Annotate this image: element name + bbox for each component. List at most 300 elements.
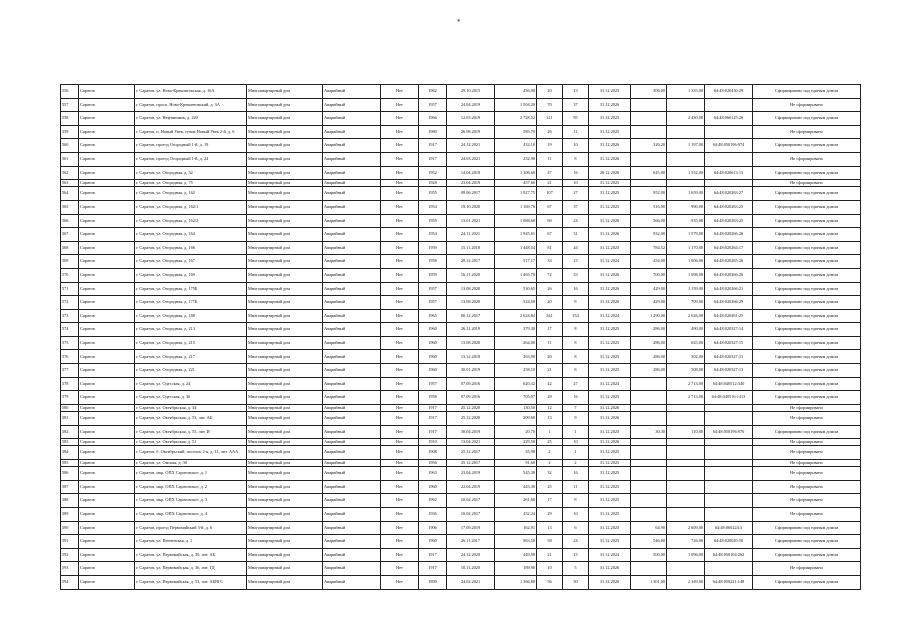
planned-date-cell: 31.12.2025 [589, 460, 631, 467]
plot-status-cell: Сформировано под единым домом [753, 391, 861, 405]
status-cell: Аварийный [323, 268, 381, 282]
flag-cell: Нет [381, 377, 419, 391]
residents-cell: 29 [537, 391, 563, 405]
address-cell: г. Саратов, мкр. ОПХ Саратовское, д. 2 [135, 480, 247, 494]
recognition-date-cell: 23.04.2019 [447, 180, 495, 187]
cadastral-number-cell: 64:48:020327:13 [705, 350, 753, 364]
row-number: 558 [61, 112, 79, 126]
city-cell: Саратов [79, 268, 135, 282]
plot-status-cell: Не сформировано [753, 180, 861, 187]
row-number: 580 [61, 404, 79, 411]
city-cell: Саратов [79, 391, 135, 405]
address-cell: г. Саратов, ул. Первомайская, д. 30, лит. АБ [135, 548, 247, 562]
residents-cell: 42 [537, 377, 563, 391]
residents-cell: 17 [537, 323, 563, 337]
land-area-cell: 500,00 [631, 548, 667, 562]
land-area-cell: 286,00 [631, 350, 667, 364]
row-number: 564 [61, 187, 79, 201]
city-cell: Саратов [79, 241, 135, 255]
row-number: 557 [61, 98, 79, 112]
plot-area-cell [667, 494, 705, 508]
address-cell: г. Саратов, проезд Первомайский 3-й, д. 6 [135, 521, 247, 535]
cadastral-number-cell: 64:48:050196:976 [705, 425, 753, 439]
recognition-date-cell: 07.09.2016 [447, 377, 495, 391]
planned-date-cell: 31.12.2025 [589, 494, 631, 508]
planned-date-cell: 31.12.2026 [589, 214, 631, 228]
recognition-date-cell: 13.08.2020 [447, 336, 495, 350]
plot-area-cell: 490,00 [667, 323, 705, 337]
row-number: 556 [61, 85, 79, 99]
table-row [61, 228, 861, 242]
table-row [61, 521, 861, 535]
row-number: 569 [61, 255, 79, 269]
cadastral-number-cell [705, 446, 753, 460]
plot-area-cell: 1 335,00 [667, 85, 705, 99]
plot-area-cell [667, 460, 705, 467]
building-type-cell: Многоквартирный дом [247, 323, 323, 337]
residents-cell: 67 [537, 200, 563, 214]
status-cell: Аварийный [323, 152, 381, 166]
status-cell: Аварийный [323, 214, 381, 228]
plot-area-cell: 1 096,00 [667, 548, 705, 562]
city-cell: Саратов [79, 575, 135, 589]
year-cell: 1959 [419, 268, 447, 282]
residents-cell: 1 [537, 425, 563, 439]
building-type-cell: Многоквартирный дом [247, 507, 323, 521]
apartments-cell: 8 [563, 296, 589, 310]
area-cell: 963,50 [495, 535, 537, 549]
building-type-cell: Многоквартирный дом [247, 467, 323, 481]
apartments-cell: 37 [563, 200, 589, 214]
status-cell: Аварийный [323, 404, 381, 411]
planned-date-cell: 31.12.2025 [589, 323, 631, 337]
table-row [61, 425, 861, 439]
status-cell: Аварийный [323, 575, 381, 589]
plot-area-cell [667, 446, 705, 460]
plot-status-cell: Сформировано под единым домом [753, 200, 861, 214]
plot-area-cell: 2 609,00 [667, 521, 705, 535]
residents-cell: 47 [537, 166, 563, 180]
building-type-cell: Многоквартирный дом [247, 460, 323, 467]
land-area-cell: 30,30 [631, 425, 667, 439]
address-cell: г. Саратов, ул. Одесская, д. 36 [135, 391, 247, 405]
building-type-cell: Многоквартирный дом [247, 228, 323, 242]
row-number: 584 [61, 446, 79, 460]
plot-status-cell: Не сформировано [753, 152, 861, 166]
year-cell: 1960 [419, 364, 447, 378]
city-cell: Саратов [79, 187, 135, 201]
flag-cell: Нет [381, 480, 419, 494]
area-cell: 530,65 [495, 282, 537, 296]
recognition-date-cell: 30.04.2019 [447, 425, 495, 439]
apartments-cell: 16 [563, 391, 589, 405]
cadastral-number-cell: 64:48:050196:974 [705, 139, 753, 153]
recognition-date-cell: 23.04.2019 [447, 467, 495, 481]
city-cell: Саратов [79, 180, 135, 187]
status-cell: Аварийный [323, 112, 381, 126]
land-area-cell: 286,00 [631, 323, 667, 337]
land-area-cell: 952,00 [631, 187, 667, 201]
building-type-cell: Многоквартирный дом [247, 180, 323, 187]
plot-status-cell: Сформировано под единым домом [753, 214, 861, 228]
planned-date-cell: 31.12.2025 [589, 180, 631, 187]
flag-cell: Нет [381, 548, 419, 562]
planned-date-cell: 31.12.2024 [589, 309, 631, 323]
address-cell: г. Саратов, ул. Октябрьская, д. 55, лит. И [135, 425, 247, 439]
cadastral-number-cell [705, 480, 753, 494]
area-cell: 229,50 [495, 439, 537, 446]
status-cell: Аварийный [323, 228, 381, 242]
cadastral-number-cell [705, 125, 753, 139]
area-cell: 189,90 [495, 562, 537, 576]
apartments-cell: 27 [563, 187, 589, 201]
area-cell: 1 448,54 [495, 241, 537, 255]
address-cell: г. Саратов, мкр. ОПХ Саратовское, д. 4 [135, 507, 247, 521]
building-type-cell: Многоквартирный дом [247, 309, 323, 323]
flag-cell: Нет [381, 180, 419, 187]
residents-cell: 25 [537, 480, 563, 494]
status-cell: Аварийный [323, 200, 381, 214]
table-row [61, 214, 861, 228]
status-cell: Аварийный [323, 467, 381, 481]
status-cell: Аварийный [323, 507, 381, 521]
cadastral-number-cell [705, 180, 753, 187]
year-cell: 1960 [419, 336, 447, 350]
flag-cell: Нет [381, 439, 419, 446]
apartments-cell: 15 [563, 548, 589, 562]
address-cell: г. Саратов, ул. Огородная, д. 177Б [135, 296, 247, 310]
area-cell: 1 927,75 [495, 187, 537, 201]
building-type-cell: Многоквартирный дом [247, 282, 323, 296]
land-area-cell [631, 467, 667, 481]
cadastral-number-cell: 64:48:020266:26 [705, 268, 753, 282]
table-row [61, 336, 861, 350]
city-cell: Саратов [79, 125, 135, 139]
plot-area-cell [667, 412, 705, 426]
plot-area-cell: 1 006,00 [667, 255, 705, 269]
land-area-cell [631, 125, 667, 139]
area-cell: 264,00 [495, 336, 537, 350]
recognition-date-cell: 17.09.2019 [447, 521, 495, 535]
year-cell: 1957 [419, 98, 447, 112]
year-cell: 1958 [419, 255, 447, 269]
recognition-date-cell: 13.01.2021 [447, 214, 495, 228]
recognition-date-cell: 29.10.2015 [447, 85, 495, 99]
residents-cell: 21 [537, 548, 563, 562]
planned-date-cell: 31.12.2025 [589, 187, 631, 201]
apartments-cell: 10 [563, 180, 589, 187]
recognition-date-cell: 10.11.2020 [447, 562, 495, 576]
planned-date-cell: 31.12.2026 [589, 282, 631, 296]
cadastral-number-cell: 64:48:020613:13 [705, 166, 753, 180]
year-cell: 1957 [419, 282, 447, 296]
address-cell: г. Саратов, ул. Ново-Крекинговская, д. 16А [135, 85, 247, 99]
plot-status-cell: Сформировано под единым домом [753, 548, 861, 562]
plot-area-cell [667, 480, 705, 494]
recognition-date-cell: 25.12.2020 [447, 412, 495, 426]
building-type-cell: Многоквартирный дом [247, 439, 323, 446]
flag-cell: Нет [381, 391, 419, 405]
cadastral-number-cell: 64:48:020263:25 [705, 200, 753, 214]
apartments-cell: 5 [563, 562, 589, 576]
flag-cell: Нет [381, 494, 419, 508]
address-cell: г. Саратов, ул. Огородная, д. 217 [135, 350, 247, 364]
residents-cell: 21 [537, 180, 563, 187]
status-cell: Аварийный [323, 391, 381, 405]
table-row [61, 467, 861, 481]
plot-status-cell: Сформировано под единым домом [753, 575, 861, 589]
cadastral-number-cell: 64:48:040516:1413 [705, 391, 753, 405]
flag-cell: Нет [381, 152, 419, 166]
flag-cell: Нет [381, 425, 419, 439]
address-cell: г. Саратов, ул. Октябрьская, д. 53, лит. АБ [135, 412, 247, 426]
city-cell: Саратов [79, 480, 135, 494]
plot-area-cell [667, 467, 705, 481]
apartments-cell: 7 [563, 404, 589, 411]
year-cell: 1962 [419, 85, 447, 99]
planned-date-cell: 31.12.2026 [589, 268, 631, 282]
building-type-cell: Многоквартирный дом [247, 125, 323, 139]
table-row [61, 446, 861, 460]
cadastral-number-cell: 64:48:050104:262 [705, 548, 753, 562]
area-cell: 524,50 [495, 296, 537, 310]
residents-cell: 26 [537, 282, 563, 296]
row-number: 565 [61, 200, 79, 214]
flag-cell: Нет [381, 562, 419, 576]
year-cell: 1908 [419, 446, 447, 460]
flag-cell: Нет [381, 241, 419, 255]
apartments-cell: 6 [563, 521, 589, 535]
apartments-cell: 8 [563, 323, 589, 337]
year-cell: 1952 [419, 166, 447, 180]
year-cell: 1917 [419, 425, 447, 439]
table-row [61, 98, 861, 112]
city-cell: Саратов [79, 255, 135, 269]
row-number: 568 [61, 241, 79, 255]
cadastral-number-cell: 64:48:060224:3 [705, 521, 753, 535]
apartments-cell: 8 [563, 350, 589, 364]
land-area-cell [631, 507, 667, 521]
flag-cell: Нет [381, 309, 419, 323]
planned-date-cell: 31.12.2024 [589, 548, 631, 562]
land-area-cell: 645,00 [631, 166, 667, 180]
row-number: 561 [61, 152, 79, 166]
plot-status-cell: Сформировано под единым домом [753, 241, 861, 255]
flag-cell: Нет [381, 282, 419, 296]
building-type-cell: Многоквартирный дом [247, 98, 323, 112]
land-area-cell: 286,00 [631, 336, 667, 350]
area-cell: 436,90 [495, 85, 537, 99]
status-cell: Аварийный [323, 85, 381, 99]
plot-area-cell: 2 713,00 [667, 377, 705, 391]
plot-area-cell [667, 125, 705, 139]
table-row [61, 85, 861, 99]
plot-status-cell: Не сформировано [753, 439, 861, 446]
cadastral-number-cell [705, 98, 753, 112]
table-row [61, 548, 861, 562]
year-cell: 1890 [419, 575, 447, 589]
flag-cell: Нет [381, 535, 419, 549]
planned-date-cell: 28.12.2026 [589, 166, 631, 180]
table-row [61, 125, 861, 139]
recognition-date-cell: 25.12.2017 [447, 460, 495, 467]
land-area-cell: 700,00 [631, 268, 667, 282]
apartments-cell: 15 [563, 255, 589, 269]
status-cell: Аварийный [323, 460, 381, 467]
plot-status-cell: Не сформировано [753, 446, 861, 460]
flag-cell: Нет [381, 575, 419, 589]
planned-date-cell: 31.12.2025 [589, 521, 631, 535]
recognition-date-cell: 28.12.2017 [447, 255, 495, 269]
apartments-cell: 8 [563, 494, 589, 508]
building-type-cell: Многоквартирный дом [247, 494, 323, 508]
residents-cell: 67 [537, 228, 563, 242]
table-row [61, 460, 861, 467]
address-cell: г. Саратов, ул. Огородная, д. 167 [135, 255, 247, 269]
plot-status-cell: Не сформировано [753, 494, 861, 508]
apartments-cell: 16 [563, 166, 589, 180]
cadastral-number-cell [705, 562, 753, 576]
plot-area-cell [667, 404, 705, 411]
address-cell: г. Саратов, ул. Огородная, д. 175Б [135, 282, 247, 296]
cadastral-number-cell [705, 507, 753, 521]
residents-cell: 25 [537, 439, 563, 446]
cadastral-number-cell: 64:48:020327:13 [705, 364, 753, 378]
cadastral-number-cell: 64:48:060125:26 [705, 112, 753, 126]
residents-cell: 13 [537, 412, 563, 426]
plot-status-cell: Сформировано под единым домом [753, 139, 861, 153]
year-cell: 1965 [419, 309, 447, 323]
area-cell: 432,24 [495, 507, 537, 521]
row-number: 593 [61, 562, 79, 576]
building-type-cell: Многоквартирный дом [247, 377, 323, 391]
year-cell: 1917 [419, 412, 447, 426]
recognition-date-cell: 24.03.2021 [447, 152, 495, 166]
apartments-cell: 2 [563, 460, 589, 467]
cadastral-number-cell: 64:48:020263:27 [705, 187, 753, 201]
apartments-cell: 27 [563, 377, 589, 391]
land-area-cell: 429,00 [631, 296, 667, 310]
plot-area-cell: 1 170,00 [667, 241, 705, 255]
row-number: 579 [61, 391, 79, 405]
planned-date-cell: 31.12.2026 [589, 98, 631, 112]
residents-cell: 211 [537, 112, 563, 126]
planned-date-cell: 31.12.2026 [589, 575, 631, 589]
building-type-cell: Многоквартирный дом [247, 214, 323, 228]
area-cell: 1 088,60 [495, 214, 537, 228]
status-cell: Аварийный [323, 425, 381, 439]
cadastral-number-cell [705, 412, 753, 426]
plot-status-cell: Сформировано под единым домом [753, 228, 861, 242]
apartments-cell: 37 [563, 98, 589, 112]
row-number: 590 [61, 521, 79, 535]
address-cell: г. Саратов, ул. Октябрьская, д. 34 [135, 404, 247, 411]
recognition-date-cell: 13.04.2021 [447, 439, 495, 446]
year-cell: 1959 [419, 241, 447, 255]
plot-status-cell: Не сформировано [753, 404, 861, 411]
residents-cell: 20 [537, 296, 563, 310]
row-number: 571 [61, 282, 79, 296]
city-cell: Саратов [79, 323, 135, 337]
status-cell: Аварийный [323, 439, 381, 446]
flag-cell: Нет [381, 364, 419, 378]
row-number: 570 [61, 268, 79, 282]
city-cell: Саратов [79, 139, 135, 153]
table-row [61, 296, 861, 310]
area-cell: 443,30 [495, 480, 537, 494]
address-cell: г. Саратов, ул. Одесская, д. 24 [135, 377, 247, 391]
apartments-cell: 8 [563, 152, 589, 166]
recognition-date-cell: 30.01.2019 [447, 364, 495, 378]
plot-status-cell: Не сформировано [753, 480, 861, 494]
plot-status-cell: Сформировано под единым домом [753, 187, 861, 201]
plot-status-cell: Сформировано под единым домом [753, 521, 861, 535]
status-cell: Аварийный [323, 521, 381, 535]
planned-date-cell: 31.12.2025 [589, 467, 631, 481]
plot-area-cell: 110,00 [667, 425, 705, 439]
row-number: 585 [61, 460, 79, 467]
year-cell: 1917 [419, 139, 447, 153]
row-number: 572 [61, 296, 79, 310]
plot-area-cell [667, 98, 705, 112]
plot-area-cell: 1 098,00 [667, 268, 705, 282]
area-cell: 585,70 [495, 125, 537, 139]
row-number: 563 [61, 180, 79, 187]
city-cell: Саратов [79, 228, 135, 242]
cadastral-number-cell: 64:48:020266:26 [705, 228, 753, 242]
city-cell: Саратов [79, 535, 135, 549]
residents-cell: 33 [537, 255, 563, 269]
area-cell: 261,60 [495, 494, 537, 508]
plot-area-cell: 2 626,00 [667, 309, 705, 323]
address-cell: г. Саратов, ул. Огородная, д. 188 [135, 309, 247, 323]
plot-area-cell: 2 713,00 [667, 391, 705, 405]
recognition-date-cell: 10.02.2017 [447, 507, 495, 521]
table-row [61, 268, 861, 282]
row-number: 575 [61, 336, 79, 350]
planned-date-cell: 31.12.2026 [589, 404, 631, 411]
address-cell: г. Саратов, ул. Огородная, д. 166 [135, 241, 247, 255]
land-area-cell: 429,00 [631, 282, 667, 296]
city-cell: Саратов [79, 446, 135, 460]
building-type-cell: Многоквартирный дом [247, 521, 323, 535]
row-number: 559 [61, 125, 79, 139]
status-cell: Аварийный [323, 296, 381, 310]
flag-cell: Нет [381, 467, 419, 481]
residents-cell: 2 [537, 460, 563, 467]
residents-cell: 17 [537, 494, 563, 508]
table-row [61, 412, 861, 426]
address-cell: г. Саратов, ул. Огородная, д. 213 [135, 323, 247, 337]
building-type-cell: Многоквартирный дом [247, 548, 323, 562]
cadastral-number-cell [705, 467, 753, 481]
plot-status-cell: Сформировано под единым домом [753, 425, 861, 439]
status-cell: Аварийный [323, 166, 381, 180]
planned-date-cell: 31.12.2026 [589, 412, 631, 426]
city-cell: Саратов [79, 364, 135, 378]
flag-cell: Нет [381, 460, 419, 467]
area-cell: 1 366,80 [495, 575, 537, 589]
apartments-cell: 10 [563, 439, 589, 446]
flag-cell: Нет [381, 85, 419, 99]
planned-date-cell: 31.12.2026 [589, 439, 631, 446]
area-cell: 545,30 [495, 467, 537, 481]
apartments-cell: 10 [563, 139, 589, 153]
apartments-cell: 154 [563, 309, 589, 323]
plot-area-cell: 2 349,00 [667, 575, 705, 589]
area-cell: 449,90 [495, 548, 537, 562]
status-cell: Аварийный [323, 125, 381, 139]
